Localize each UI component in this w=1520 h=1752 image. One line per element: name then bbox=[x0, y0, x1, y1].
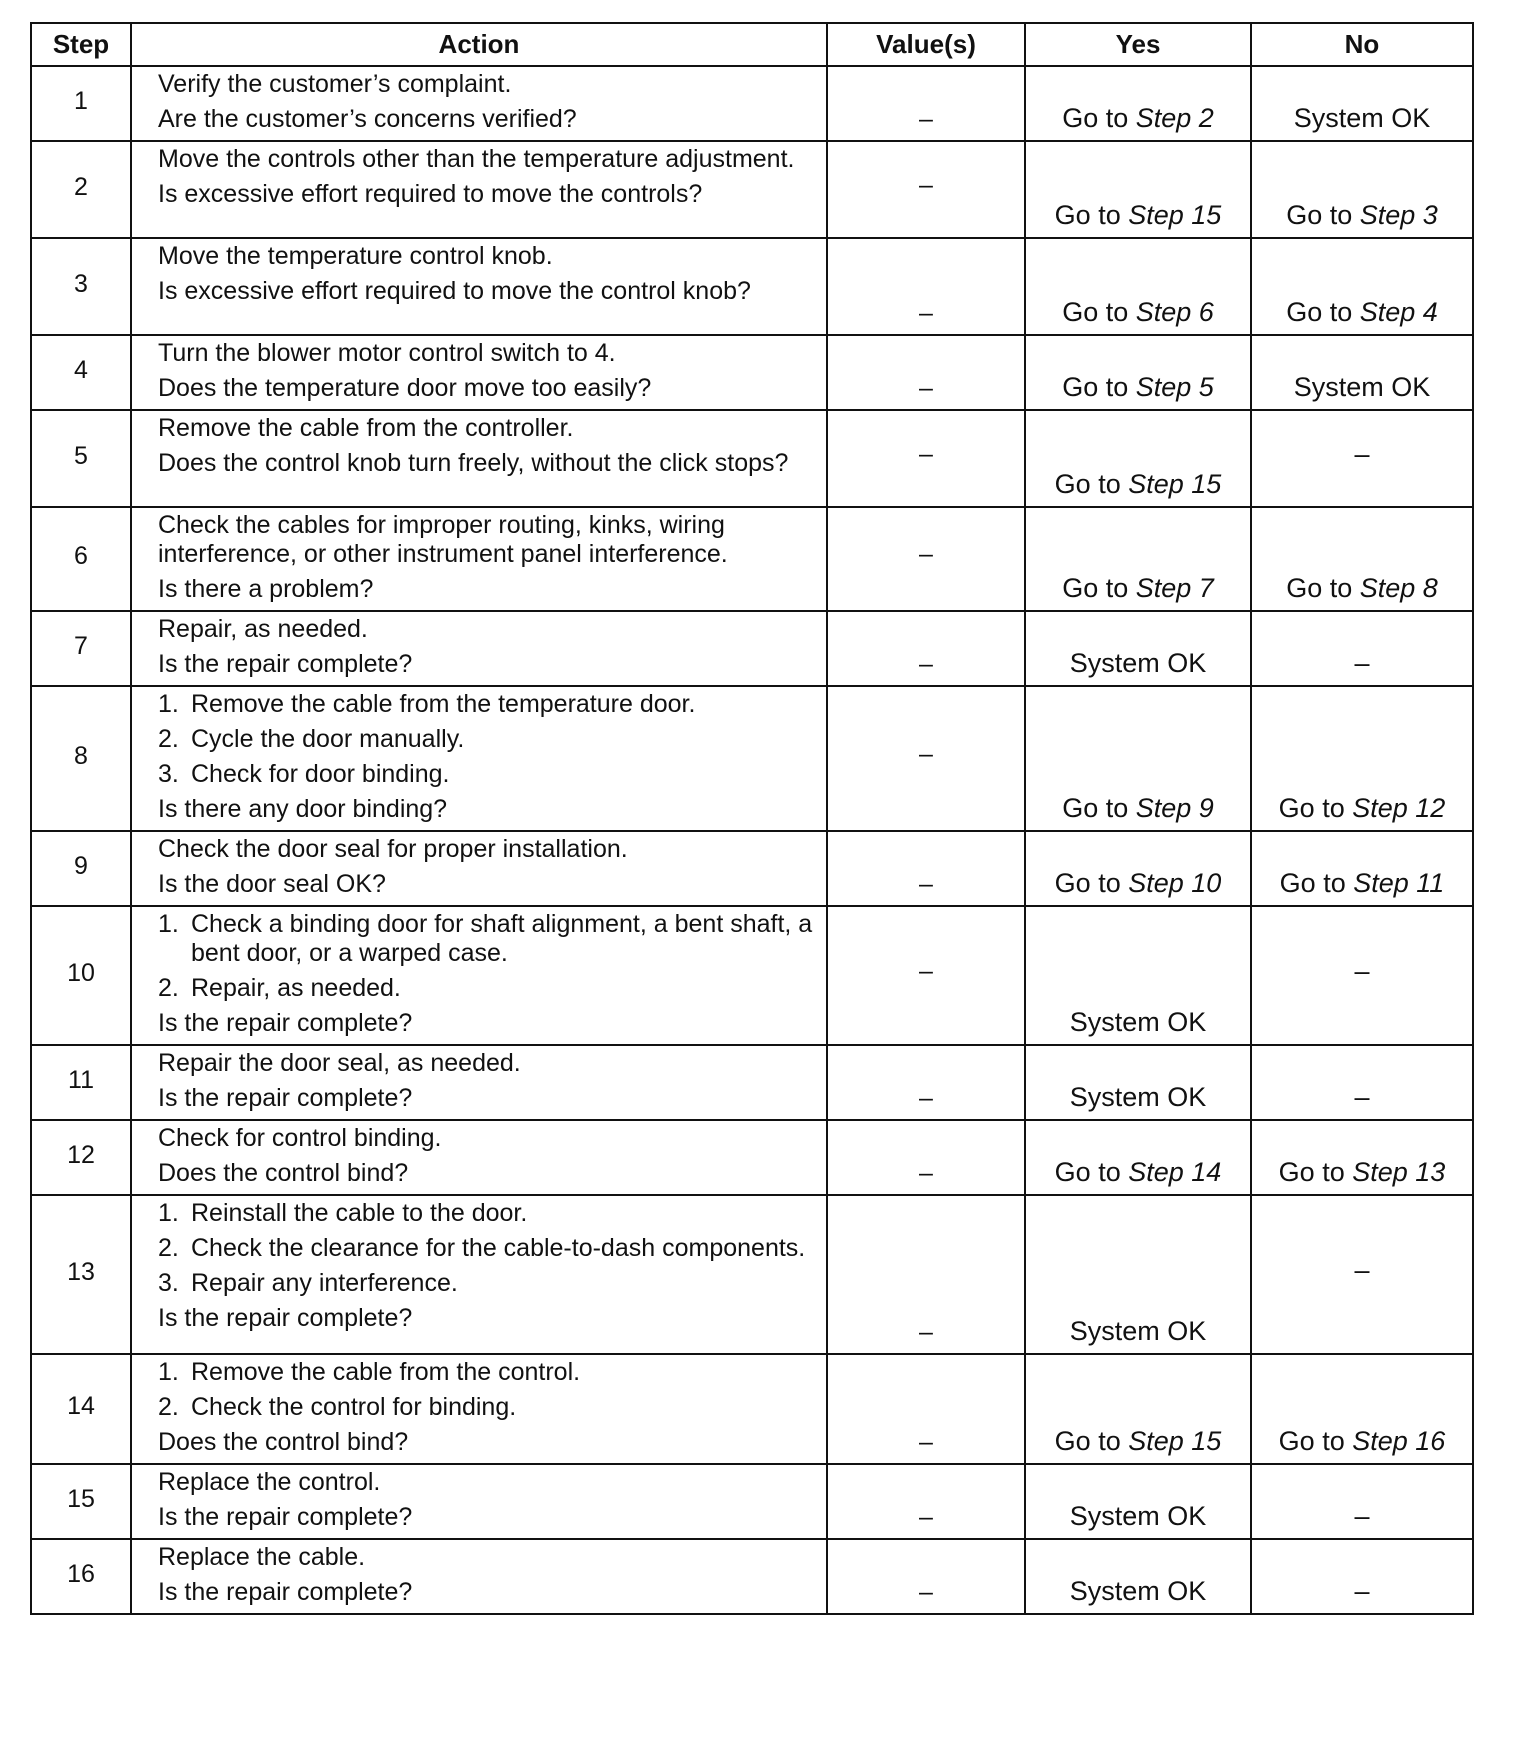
no-cell bbox=[1251, 66, 1473, 141]
no-cell bbox=[1251, 611, 1473, 686]
action-line-number: 1. bbox=[158, 690, 179, 718]
yes-step-ref: Step 14 bbox=[1128, 1157, 1222, 1187]
no-cell bbox=[1251, 1195, 1473, 1354]
step-number: 2 bbox=[31, 141, 131, 238]
yes-text: Go to bbox=[1054, 469, 1121, 499]
step-number: 5 bbox=[31, 410, 131, 507]
action-line: Repair, as needed. bbox=[158, 615, 368, 643]
step-number: 16 bbox=[31, 1539, 131, 1614]
action-cell bbox=[131, 1120, 827, 1195]
no-step-ref: Step 12 bbox=[1352, 793, 1446, 823]
table-row bbox=[31, 238, 1473, 335]
header-action: Action bbox=[131, 23, 827, 66]
header-step: Step bbox=[31, 23, 131, 66]
yes-cell bbox=[1025, 611, 1251, 686]
diagnostic-table bbox=[30, 22, 1474, 1615]
value-cell: – bbox=[827, 1354, 1025, 1464]
step-number: 3 bbox=[31, 238, 131, 335]
yes-cell bbox=[1025, 686, 1251, 831]
yes-text: Go to bbox=[1054, 1157, 1121, 1187]
no-cell bbox=[1251, 141, 1473, 238]
yes-text: Go to bbox=[1054, 1426, 1121, 1456]
action-line-text: Check the clearance for the cable-to-dash components. bbox=[191, 1234, 806, 1262]
action-line-number: 2. bbox=[158, 725, 179, 753]
action-numbered-line bbox=[158, 1358, 816, 1387]
no-cell bbox=[1251, 410, 1473, 507]
table-row bbox=[31, 906, 1473, 1045]
no-text: – bbox=[1354, 1576, 1370, 1606]
no-text: System OK bbox=[1293, 103, 1431, 133]
table-row bbox=[31, 1464, 1473, 1539]
action-cell bbox=[131, 686, 827, 831]
action-line-number: 1. bbox=[158, 1358, 179, 1386]
table-row bbox=[31, 66, 1473, 141]
table-row bbox=[31, 1354, 1473, 1464]
header-row bbox=[31, 23, 1473, 66]
no-cell bbox=[1251, 906, 1473, 1045]
action-cell bbox=[131, 1045, 827, 1120]
action-cell bbox=[131, 410, 827, 507]
action-numbered-line bbox=[158, 690, 816, 719]
yes-text: Go to bbox=[1062, 573, 1129, 603]
no-cell bbox=[1251, 238, 1473, 335]
action-line-number: 2. bbox=[158, 974, 179, 1002]
action-line: Is the repair complete? bbox=[158, 1304, 413, 1332]
no-cell bbox=[1251, 1354, 1473, 1464]
no-text: Go to bbox=[1278, 1426, 1345, 1456]
step-number: 7 bbox=[31, 611, 131, 686]
action-line: Is the repair complete? bbox=[158, 1084, 413, 1112]
action-line-text: Reinstall the cable to the door. bbox=[191, 1199, 528, 1227]
yes-cell bbox=[1025, 1539, 1251, 1614]
yes-step-ref: Step 7 bbox=[1135, 573, 1214, 603]
header-yes: Yes bbox=[1025, 23, 1251, 66]
no-cell bbox=[1251, 686, 1473, 831]
yes-cell bbox=[1025, 141, 1251, 238]
action-line: Check the door seal for proper installation. bbox=[158, 835, 628, 863]
yes-text: Go to bbox=[1054, 200, 1121, 230]
yes-text: Go to bbox=[1062, 793, 1129, 823]
no-cell bbox=[1251, 1539, 1473, 1614]
step-number: 15 bbox=[31, 1464, 131, 1539]
value-cell: – bbox=[827, 507, 1025, 611]
no-text: – bbox=[1354, 1254, 1370, 1285]
yes-text: Go to bbox=[1062, 103, 1129, 133]
no-step-ref: Step 8 bbox=[1359, 573, 1438, 603]
yes-cell bbox=[1025, 1354, 1251, 1464]
action-line: Is excessive effort required to move the control knob? bbox=[158, 277, 751, 305]
action-line: Is the repair complete? bbox=[158, 1578, 413, 1606]
action-line: Is the repair complete? bbox=[158, 1009, 413, 1037]
table-row bbox=[31, 141, 1473, 238]
action-numbered-line bbox=[158, 760, 816, 789]
yes-cell bbox=[1025, 906, 1251, 1045]
no-text: Go to bbox=[1286, 573, 1353, 603]
no-cell bbox=[1251, 1045, 1473, 1120]
action-line: Turn the blower motor control switch to 4. bbox=[158, 339, 616, 367]
no-cell bbox=[1251, 1120, 1473, 1195]
action-cell bbox=[131, 1464, 827, 1539]
step-number: 9 bbox=[31, 831, 131, 906]
value-cell: – bbox=[827, 238, 1025, 335]
step-number: 10 bbox=[31, 906, 131, 1045]
action-cell bbox=[131, 611, 827, 686]
yes-step-ref: Step 9 bbox=[1135, 793, 1214, 823]
table-row bbox=[31, 611, 1473, 686]
no-text: Go to bbox=[1278, 793, 1345, 823]
step-number: 1 bbox=[31, 66, 131, 141]
value-cell: – bbox=[827, 141, 1025, 238]
action-line-number: 3. bbox=[158, 760, 179, 788]
step-number: 6 bbox=[31, 507, 131, 611]
action-numbered-line bbox=[158, 1199, 816, 1228]
action-numbered-line bbox=[158, 910, 816, 968]
action-line-text: Remove the cable from the temperature door. bbox=[191, 690, 696, 718]
no-text: – bbox=[1354, 1082, 1370, 1112]
no-cell bbox=[1251, 335, 1473, 410]
table-row bbox=[31, 686, 1473, 831]
action-line-text: Repair any interference. bbox=[191, 1269, 458, 1297]
action-numbered-line bbox=[158, 1393, 816, 1422]
no-text: – bbox=[1354, 438, 1370, 469]
action-numbered-line bbox=[158, 725, 816, 754]
header-no: No bbox=[1251, 23, 1473, 66]
step-number: 12 bbox=[31, 1120, 131, 1195]
step-number: 13 bbox=[31, 1195, 131, 1354]
action-line: Is the repair complete? bbox=[158, 1503, 413, 1531]
action-line-number: 2. bbox=[158, 1234, 179, 1262]
action-cell bbox=[131, 141, 827, 238]
action-line: Does the temperature door move too easily? bbox=[158, 374, 652, 402]
diagnostic-table-container bbox=[30, 22, 1472, 1615]
yes-text: System OK bbox=[1069, 648, 1207, 678]
table-row bbox=[31, 507, 1473, 611]
yes-cell bbox=[1025, 335, 1251, 410]
yes-text: Go to bbox=[1054, 868, 1121, 898]
action-line: Does the control knob turn freely, without the click stops? bbox=[158, 449, 789, 477]
yes-step-ref: Step 6 bbox=[1135, 297, 1214, 327]
action-cell bbox=[131, 831, 827, 906]
action-cell bbox=[131, 1539, 827, 1614]
value-cell: – bbox=[827, 410, 1025, 507]
yes-cell bbox=[1025, 1120, 1251, 1195]
action-line-number: 2. bbox=[158, 1393, 179, 1421]
value-cell: – bbox=[827, 611, 1025, 686]
table-row bbox=[31, 1195, 1473, 1354]
yes-cell bbox=[1025, 507, 1251, 611]
table-row bbox=[31, 1045, 1473, 1120]
action-numbered-line bbox=[158, 1234, 816, 1263]
yes-step-ref: Step 15 bbox=[1128, 469, 1222, 499]
yes-text: System OK bbox=[1069, 1007, 1207, 1037]
no-text: Go to bbox=[1278, 1157, 1345, 1187]
action-cell bbox=[131, 335, 827, 410]
yes-text: System OK bbox=[1069, 1082, 1207, 1112]
table-body bbox=[31, 66, 1473, 1614]
action-cell bbox=[131, 66, 827, 141]
no-step-ref: Step 11 bbox=[1353, 868, 1445, 898]
no-text: Go to bbox=[1286, 297, 1353, 327]
yes-text: Go to bbox=[1062, 297, 1129, 327]
action-line-number: 3. bbox=[158, 1269, 179, 1297]
yes-text: System OK bbox=[1069, 1576, 1207, 1606]
no-step-ref: Step 13 bbox=[1352, 1157, 1446, 1187]
yes-cell bbox=[1025, 1045, 1251, 1120]
action-line: Does the control bind? bbox=[158, 1159, 409, 1187]
no-text: Go to bbox=[1286, 200, 1353, 230]
step-number: 4 bbox=[31, 335, 131, 410]
no-cell bbox=[1251, 1464, 1473, 1539]
step-number: 8 bbox=[31, 686, 131, 831]
no-text: Go to bbox=[1279, 868, 1346, 898]
value-cell: – bbox=[827, 831, 1025, 906]
action-cell bbox=[131, 1354, 827, 1464]
action-line: Is there any door binding? bbox=[158, 795, 448, 823]
action-cell bbox=[131, 507, 827, 611]
value-cell: – bbox=[827, 906, 1025, 1045]
action-line-number: 1. bbox=[158, 1199, 179, 1227]
value-cell: – bbox=[827, 1195, 1025, 1354]
table-row bbox=[31, 831, 1473, 906]
action-cell bbox=[131, 238, 827, 335]
no-cell bbox=[1251, 831, 1473, 906]
action-line: Check for control binding. bbox=[158, 1124, 442, 1152]
yes-cell bbox=[1025, 1195, 1251, 1354]
no-step-ref: Step 16 bbox=[1352, 1426, 1446, 1456]
value-cell: – bbox=[827, 686, 1025, 831]
yes-step-ref: Step 10 bbox=[1128, 868, 1222, 898]
yes-step-ref: Step 15 bbox=[1128, 1426, 1222, 1456]
action-line-text: Remove the cable from the control. bbox=[191, 1358, 581, 1386]
yes-step-ref: Step 5 bbox=[1135, 372, 1214, 402]
action-line: Is there a problem? bbox=[158, 575, 374, 603]
action-line: Are the customer’s concerns verified? bbox=[158, 105, 577, 133]
value-cell: – bbox=[827, 1120, 1025, 1195]
yes-cell bbox=[1025, 410, 1251, 507]
table-row bbox=[31, 335, 1473, 410]
yes-text: Go to bbox=[1062, 372, 1129, 402]
action-line-text: Repair, as needed. bbox=[191, 974, 401, 1002]
action-line-text: Check for door binding. bbox=[191, 760, 450, 788]
yes-text: System OK bbox=[1069, 1501, 1207, 1531]
action-numbered-line bbox=[158, 1269, 816, 1298]
step-number: 14 bbox=[31, 1354, 131, 1464]
no-text: – bbox=[1354, 955, 1370, 986]
action-line: Move the controls other than the temperature adjustment. bbox=[158, 145, 795, 173]
yes-step-ref: Step 15 bbox=[1128, 200, 1222, 230]
header-values: Value(s) bbox=[827, 23, 1025, 66]
action-numbered-line bbox=[158, 974, 816, 1003]
value-cell: – bbox=[827, 1045, 1025, 1120]
no-cell bbox=[1251, 507, 1473, 611]
value-cell: – bbox=[827, 66, 1025, 141]
action-line: Does the control bind? bbox=[158, 1428, 409, 1456]
action-line: Is the door seal OK? bbox=[158, 870, 386, 898]
no-text: – bbox=[1354, 1501, 1370, 1531]
yes-cell bbox=[1025, 66, 1251, 141]
table-row bbox=[31, 1120, 1473, 1195]
action-line: Remove the cable from the controller. bbox=[158, 414, 574, 442]
action-line-number: 1. bbox=[158, 910, 179, 938]
action-line: Is the repair complete? bbox=[158, 650, 413, 678]
action-cell bbox=[131, 1195, 827, 1354]
step-number: 11 bbox=[31, 1045, 131, 1120]
yes-cell bbox=[1025, 1464, 1251, 1539]
yes-cell bbox=[1025, 238, 1251, 335]
no-step-ref: Step 4 bbox=[1359, 297, 1438, 327]
action-line: Replace the control. bbox=[158, 1468, 381, 1496]
value-cell: – bbox=[827, 1464, 1025, 1539]
action-line: Is excessive effort required to move the controls? bbox=[158, 180, 703, 208]
table-row bbox=[31, 410, 1473, 507]
no-step-ref: Step 3 bbox=[1359, 200, 1438, 230]
action-line: Repair the door seal, as needed. bbox=[158, 1049, 521, 1077]
value-cell: – bbox=[827, 335, 1025, 410]
action-line-text: Cycle the door manually. bbox=[191, 725, 465, 753]
action-line: Move the temperature control knob. bbox=[158, 242, 553, 270]
yes-text: System OK bbox=[1069, 1316, 1207, 1346]
yes-cell bbox=[1025, 831, 1251, 906]
action-line: Verify the customer’s complaint. bbox=[158, 70, 512, 98]
action-line-text: Check a binding door for shaft alignment, a bent shaft, a bent door, or a warped case. bbox=[191, 910, 813, 967]
value-cell: – bbox=[827, 1539, 1025, 1614]
yes-step-ref: Step 2 bbox=[1135, 103, 1214, 133]
action-line: Check the cables for improper routing, kinks, wiring interference, or other instrument panel interference. bbox=[158, 511, 728, 568]
no-text: – bbox=[1354, 648, 1370, 678]
action-line: Replace the cable. bbox=[158, 1543, 366, 1571]
no-text: System OK bbox=[1293, 372, 1431, 402]
action-cell bbox=[131, 906, 827, 1045]
action-line-text: Check the control for binding. bbox=[191, 1393, 517, 1421]
table-row bbox=[31, 1539, 1473, 1614]
